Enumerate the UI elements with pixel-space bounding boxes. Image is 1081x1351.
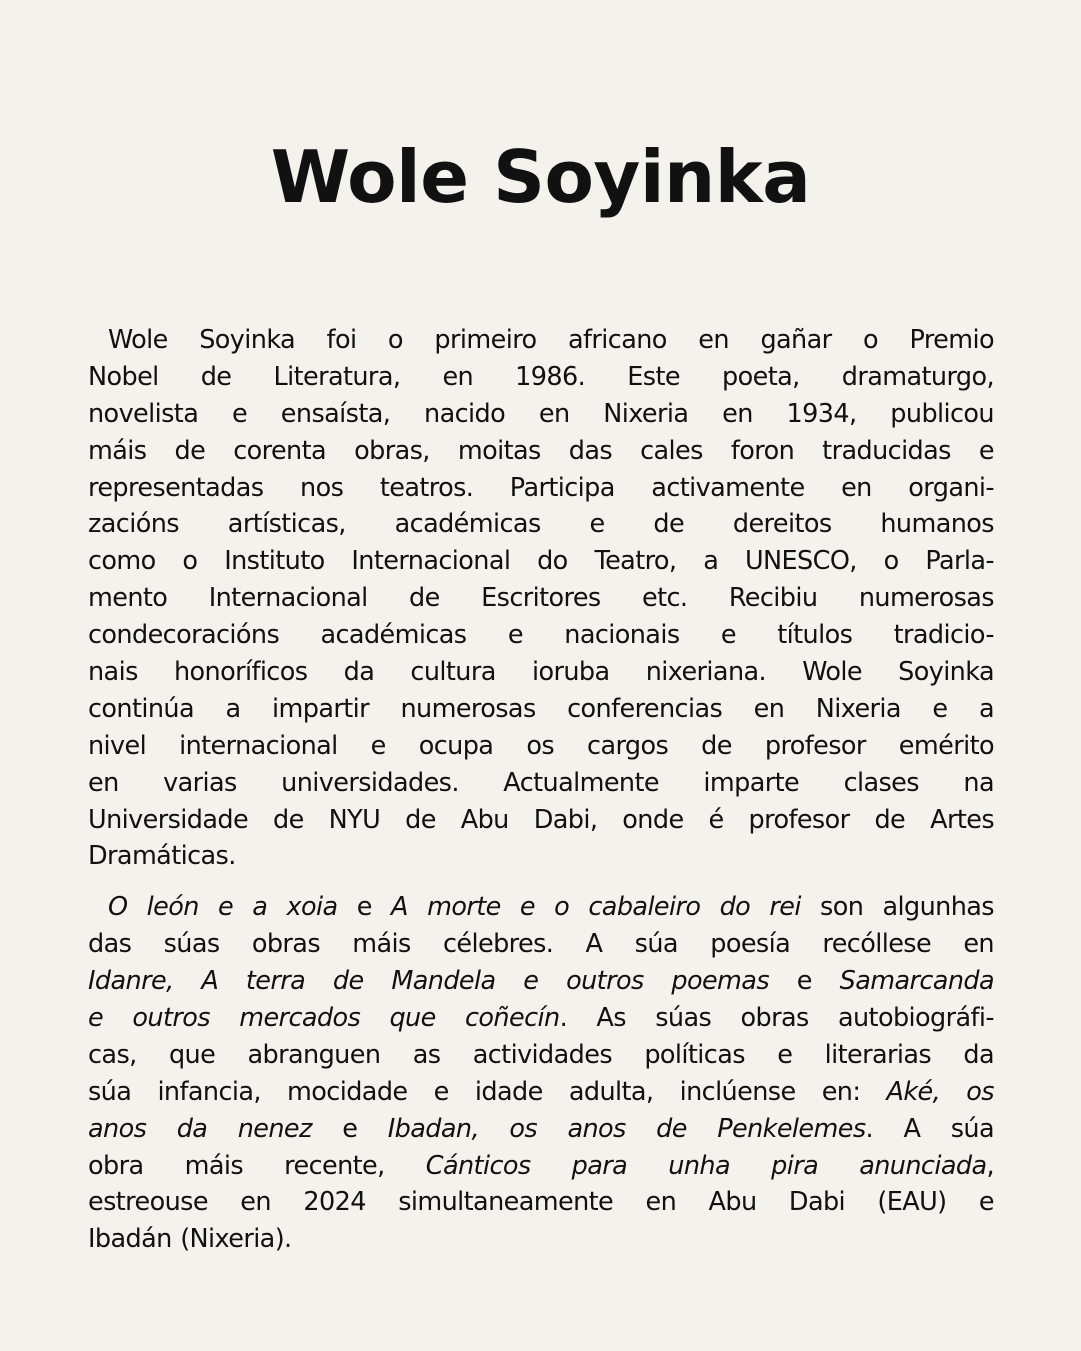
- italic-title: e outros mercados que coñecín: [88, 1003, 560, 1034]
- text-line: [88, 889, 994, 926]
- text-run: Universidade de NYU de Abu Dabi, onde é profesor de Artes: [88, 804, 994, 835]
- text-run: das súas obras máis célebres. A súa poesía recóllese en: [88, 929, 994, 960]
- text-run: e: [769, 966, 840, 997]
- text-run: . A súa: [865, 1113, 994, 1144]
- italic-title: Ibadan, os anos de Penkelemes: [387, 1113, 866, 1144]
- text-run: Dramáticas.: [88, 841, 236, 872]
- text-run: nivel internacional e ocupa os cargos de profesor emérito: [88, 730, 994, 761]
- text-line: [88, 691, 994, 728]
- text-line: [88, 926, 994, 963]
- paragraph-biography: [88, 322, 994, 875]
- text-line: [88, 1111, 994, 1148]
- text-line: [88, 1000, 994, 1037]
- text-run: Nobel de Literatura, en 1986. Este poeta, dramaturgo,: [88, 361, 994, 392]
- text-run: como o Instituto Internacional do Teatro, a UNESCO, o Parla-: [88, 546, 994, 577]
- text-line: [88, 728, 994, 765]
- text-run: novelista e ensaísta, nacido en Nixeria en 1934, publicou: [88, 398, 994, 429]
- italic-title: A morte e o cabaleiro do rei: [391, 892, 801, 923]
- text-line: [88, 470, 994, 507]
- text-run: representadas nos teatros. Participa activamente en organi-: [88, 472, 994, 503]
- text-run: condecoracións académicas e nacionais e títulos tradicio-: [88, 620, 994, 651]
- text-line: [88, 433, 994, 470]
- text-run: mento Internacional de Escritores etc. Recibiu numerosas: [88, 583, 994, 614]
- text-run: Ibadán (Nixeria).: [88, 1224, 292, 1255]
- page-title: Wole Soyinka: [270, 135, 811, 219]
- text-line: [88, 543, 994, 580]
- italic-title: anos da nenez: [88, 1113, 312, 1144]
- article-body: [88, 322, 994, 1258]
- text-run: e: [337, 892, 392, 923]
- text-line: [88, 963, 994, 1000]
- text-line: [88, 506, 994, 543]
- text-line: [88, 396, 994, 433]
- text-run: . As súas obras autobiográfi-: [559, 1003, 994, 1034]
- text-line: [88, 1037, 994, 1074]
- text-line: [88, 359, 994, 396]
- text-run: nais honoríficos da cultura ioruba nixeriana. Wole Soyinka: [88, 657, 994, 688]
- text-run: estreouse en 2024 simultaneamente en Abu Dabi (EAU) e: [88, 1187, 994, 1218]
- italic-title: Idanre, A terra de Mandela e outros poemas: [88, 966, 770, 997]
- text-line: [88, 802, 994, 839]
- italic-title: Aké, os: [886, 1076, 994, 1107]
- text-run: máis de corenta obras, moitas das cales foron traducidas e: [88, 435, 994, 466]
- text-run: en varias universidades. Actualmente imparte clases na: [88, 767, 994, 798]
- italic-title: O león e a xoia: [108, 892, 338, 923]
- text-line: [88, 580, 994, 617]
- italic-title: Samarcanda: [839, 966, 994, 997]
- text-line: [88, 617, 994, 654]
- text-run: súa infancia, mocidade e idade adulta, inclúense en:: [88, 1076, 887, 1107]
- text-run: e: [311, 1113, 388, 1144]
- text-run: obra máis recente,: [88, 1150, 426, 1181]
- paragraph-works: [88, 889, 994, 1258]
- italic-title: Cánticos para unha pira anunciada: [425, 1150, 987, 1181]
- text-line: [88, 322, 994, 359]
- text-line: [88, 1148, 994, 1185]
- text-run: zacións artísticas, académicas e de dereitos humanos: [88, 509, 994, 540]
- text-line: [88, 838, 994, 875]
- text-run: son algunhas: [800, 892, 994, 923]
- text-line: [88, 1184, 994, 1221]
- text-run: ,: [986, 1150, 994, 1181]
- text-line: [88, 1221, 994, 1258]
- text-run: continúa a impartir numerosas conferencias en Nixeria e a: [88, 693, 994, 724]
- text-line: [88, 765, 994, 802]
- text-run: cas, que abranguen as actividades políticas e literarias da: [88, 1039, 994, 1070]
- text-line: [88, 654, 994, 691]
- text-line: [88, 1074, 994, 1111]
- text-run: Wole Soyinka foi o primeiro africano en gañar o Premio: [108, 325, 994, 355]
